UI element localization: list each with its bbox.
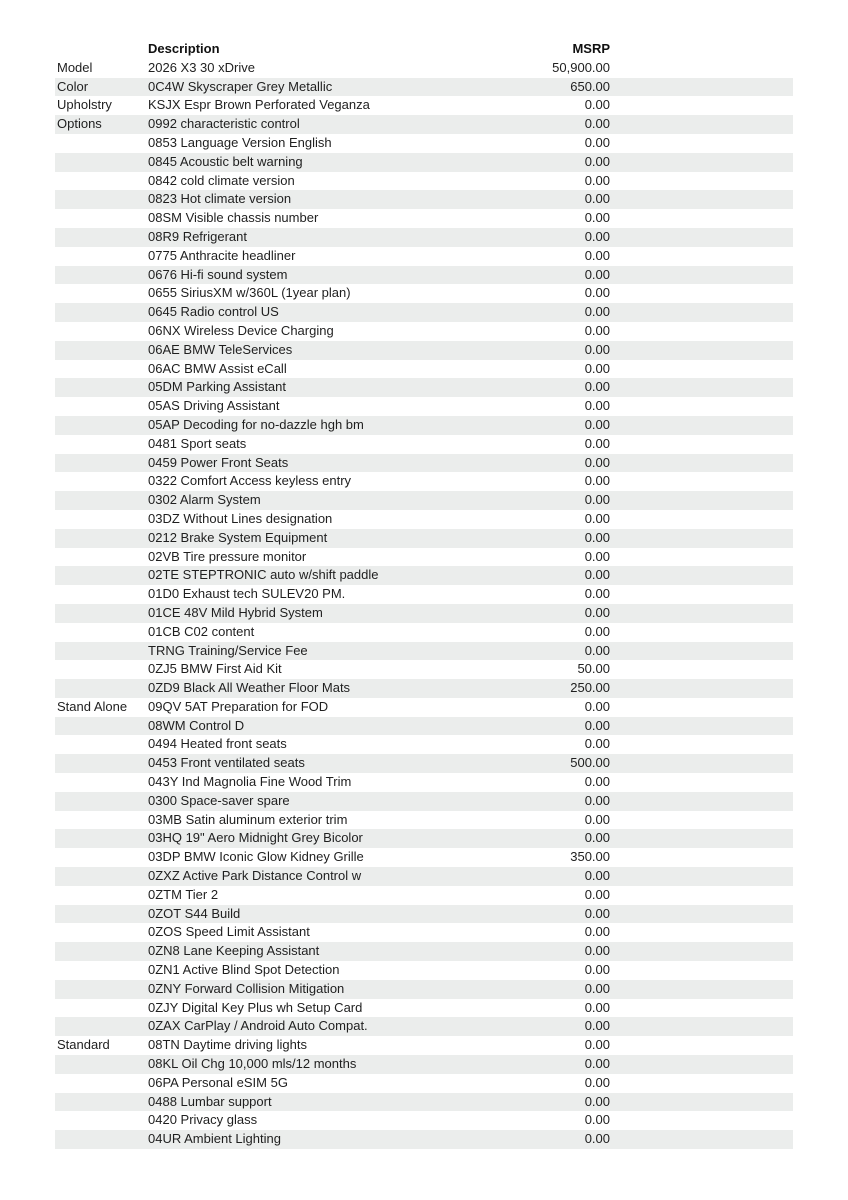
msrp-cell: 500.00	[570, 755, 610, 771]
description-cell: 0645 Radio control US	[148, 304, 279, 320]
category-cell: Options	[57, 116, 102, 132]
description-cell: 01D0 Exhaust tech SULEV20 PM.	[148, 586, 346, 602]
table-row	[55, 529, 793, 548]
description-cell: 02TE STEPTRONIC auto w/shift paddle	[148, 567, 379, 583]
msrp-cell: 0.00	[584, 999, 610, 1015]
description-column-header: Description	[148, 41, 220, 56]
description-cell: 08WM Control D	[148, 717, 245, 733]
table-row	[55, 209, 793, 228]
msrp-cell: 0.00	[584, 492, 610, 508]
table-row	[55, 999, 793, 1018]
msrp-cell: 0.00	[584, 698, 610, 714]
table-row	[55, 942, 793, 961]
msrp-cell: 0.00	[584, 1131, 610, 1147]
description-cell: 03DZ Without Lines designation	[148, 510, 333, 526]
description-cell: 0322 Comfort Access keyless entry	[148, 473, 352, 489]
description-cell: 0C4W Skyscraper Grey Metallic	[148, 78, 333, 94]
table-row	[55, 660, 793, 679]
msrp-cell: 250.00	[570, 680, 610, 696]
description-cell: 0ZN8 Lane Keeping Assistant	[148, 943, 320, 959]
table-row	[55, 773, 793, 792]
description-cell: 0ZXZ Active Park Distance Control w	[148, 868, 362, 884]
table-row	[55, 923, 793, 942]
description-cell: 09QV 5AT Preparation for FOD	[148, 698, 329, 714]
msrp-cell: 0.00	[584, 980, 610, 996]
msrp-cell: 0.00	[584, 529, 610, 545]
table-row	[55, 905, 793, 924]
description-cell: 08SM Visible chassis number	[148, 210, 319, 226]
msrp-cell: 0.00	[584, 886, 610, 902]
table-body	[55, 59, 793, 1149]
msrp-cell: 0.00	[584, 642, 610, 658]
description-cell: 0212 Brake System Equipment	[148, 529, 328, 545]
description-cell: 0ZJY Digital Key Plus wh Setup Card	[148, 999, 363, 1015]
msrp-cell: 0.00	[584, 454, 610, 470]
table-row	[55, 566, 793, 585]
table-row	[55, 322, 793, 341]
table-row	[55, 867, 793, 886]
msrp-cell: 0.00	[584, 97, 610, 113]
msrp-cell: 0.00	[584, 379, 610, 395]
msrp-cell: 650.00	[570, 78, 610, 94]
msrp-cell: 0.00	[584, 172, 610, 188]
description-cell: 0488 Lumbar support	[148, 1093, 272, 1109]
msrp-cell: 50,900.00	[552, 59, 610, 75]
msrp-cell: 0.00	[584, 304, 610, 320]
description-cell: TRNG Training/Service Fee	[148, 642, 308, 658]
table-row	[55, 811, 793, 830]
category-cell: Upholstry	[57, 97, 112, 113]
table-row	[55, 735, 793, 754]
table-row	[55, 1017, 793, 1036]
table-row	[55, 78, 793, 97]
table-row	[55, 1036, 793, 1055]
table-row	[55, 698, 793, 717]
table-row	[55, 829, 793, 848]
description-cell: 0ZNY Forward Collision Mitigation	[148, 980, 345, 996]
table-row	[55, 59, 793, 78]
table-row	[55, 435, 793, 454]
msrp-cell: 0.00	[584, 905, 610, 921]
description-cell: 2026 X3 30 xDrive	[148, 59, 255, 75]
description-cell: 0ZAX CarPlay / Android Auto Compat.	[148, 1018, 368, 1034]
table-row	[55, 623, 793, 642]
msrp-cell: 0.00	[584, 1074, 610, 1090]
table-row	[55, 886, 793, 905]
msrp-cell: 0.00	[584, 191, 610, 207]
description-cell: 01CE 48V Mild Hybrid System	[148, 604, 323, 620]
description-cell: 0481 Sport seats	[148, 435, 247, 451]
vehicle-options-table	[55, 40, 793, 1149]
table-row	[55, 1074, 793, 1093]
description-cell: 0775 Anthracite headliner	[148, 247, 296, 263]
description-cell: 06PA Personal eSIM 5G	[148, 1074, 288, 1090]
description-cell: 0655 SiriusXM w/360L (1year plan)	[148, 285, 351, 301]
description-cell: 04UR Ambient Lighting	[148, 1131, 281, 1147]
table-row	[55, 115, 793, 134]
table-row	[55, 980, 793, 999]
msrp-cell: 0.00	[584, 435, 610, 451]
msrp-cell: 0.00	[584, 322, 610, 338]
msrp-cell: 0.00	[584, 962, 610, 978]
msrp-cell: 0.00	[584, 736, 610, 752]
msrp-cell: 350.00	[570, 849, 610, 865]
msrp-cell: 0.00	[584, 1018, 610, 1034]
description-cell: 05AP Decoding for no-dazzle hgh bm	[148, 416, 364, 432]
category-cell: Stand Alone	[57, 698, 128, 714]
description-cell: 06AC BMW Assist eCall	[148, 360, 287, 376]
msrp-cell: 0.00	[584, 360, 610, 376]
table-row	[55, 190, 793, 209]
msrp-cell: 0.00	[584, 774, 610, 790]
msrp-cell: 0.00	[584, 623, 610, 639]
msrp-cell: 0.00	[584, 398, 610, 414]
msrp-cell: 0.00	[584, 943, 610, 959]
msrp-cell: 50.00	[577, 661, 610, 677]
description-cell: 0ZJ5 BMW First Aid Kit	[148, 661, 282, 677]
description-cell: 0ZTM Tier 2	[148, 886, 219, 902]
table-row	[55, 717, 793, 736]
msrp-cell: 0.00	[584, 567, 610, 583]
description-cell: 0ZN1 Active Blind Spot Detection	[148, 962, 340, 978]
description-cell: 03HQ 19" Aero Midnight Grey Bicolor	[148, 830, 363, 846]
msrp-cell: 0.00	[584, 586, 610, 602]
msrp-cell: 0.00	[584, 247, 610, 263]
description-cell: 05DM Parking Assistant	[148, 379, 287, 395]
msrp-cell: 0.00	[584, 210, 610, 226]
description-cell: 0459 Power Front Seats	[148, 454, 289, 470]
description-cell: 0845 Acoustic belt warning	[148, 153, 303, 169]
description-cell: 06AE BMW TeleServices	[148, 341, 293, 357]
msrp-cell: 0.00	[584, 341, 610, 357]
table-row	[55, 303, 793, 322]
table-row	[55, 228, 793, 247]
table-row	[55, 247, 793, 266]
msrp-cell: 0.00	[584, 510, 610, 526]
table-row	[55, 548, 793, 567]
category-cell: Model	[57, 59, 93, 75]
description-cell: 05AS Driving Assistant	[148, 398, 280, 414]
description-cell: 0823 Hot climate version	[148, 191, 292, 207]
table-row	[55, 1055, 793, 1074]
description-cell: 0ZOS Speed Limit Assistant	[148, 924, 310, 940]
table-row	[55, 961, 793, 980]
table-row	[55, 585, 793, 604]
msrp-cell: 0.00	[584, 1093, 610, 1109]
msrp-cell: 0.00	[584, 811, 610, 827]
table-row	[55, 1111, 793, 1130]
description-cell: KSJX Espr Brown Perforated Veganza	[148, 97, 370, 113]
msrp-cell: 0.00	[584, 266, 610, 282]
table-row	[55, 472, 793, 491]
description-cell: 03DP BMW Iconic Glow Kidney Grille	[148, 849, 364, 865]
table-row	[55, 754, 793, 773]
msrp-cell: 0.00	[584, 1112, 610, 1128]
msrp-cell: 0.00	[584, 116, 610, 132]
msrp-cell: 0.00	[584, 830, 610, 846]
table-row	[55, 1093, 793, 1112]
table-row	[55, 360, 793, 379]
msrp-cell: 0.00	[584, 1037, 610, 1053]
table-row	[55, 153, 793, 172]
description-cell: 0992 characteristic control	[148, 116, 300, 132]
table-row	[55, 491, 793, 510]
description-cell: 0ZD9 Black All Weather Floor Mats	[148, 680, 351, 696]
category-cell: Standard	[57, 1037, 110, 1053]
msrp-cell: 0.00	[584, 868, 610, 884]
msrp-cell: 0.00	[584, 717, 610, 733]
table-row	[55, 341, 793, 360]
table-row	[55, 172, 793, 191]
description-cell: 02VB Tire pressure monitor	[148, 548, 307, 564]
table-row	[55, 848, 793, 867]
table-row	[55, 96, 793, 115]
description-cell: 0302 Alarm System	[148, 492, 261, 508]
description-cell: 0ZOT S44 Build	[148, 905, 241, 921]
description-cell: 0842 cold climate version	[148, 172, 295, 188]
msrp-cell: 0.00	[584, 792, 610, 808]
table-row	[55, 510, 793, 529]
msrp-column-header: MSRP	[572, 41, 610, 56]
description-cell: 01CB C02 content	[148, 623, 255, 639]
category-cell: Color	[57, 78, 89, 94]
description-cell: 0676 Hi-fi sound system	[148, 266, 288, 282]
table-header-row	[55, 40, 793, 59]
description-cell: 0420 Privacy glass	[148, 1112, 258, 1128]
table-row	[55, 416, 793, 435]
msrp-cell: 0.00	[584, 134, 610, 150]
msrp-cell: 0.00	[584, 924, 610, 940]
msrp-cell: 0.00	[584, 153, 610, 169]
description-cell: 0300 Space-saver spare	[148, 792, 290, 808]
table-row	[55, 397, 793, 416]
description-cell: 08R9 Refrigerant	[148, 228, 247, 244]
msrp-cell: 0.00	[584, 416, 610, 432]
table-row	[55, 1130, 793, 1149]
description-cell: 03MB Satin aluminum exterior trim	[148, 811, 348, 827]
table-row	[55, 266, 793, 285]
table-row	[55, 284, 793, 303]
table-row	[55, 642, 793, 661]
msrp-cell: 0.00	[584, 473, 610, 489]
table-row	[55, 378, 793, 397]
msrp-cell: 0.00	[584, 548, 610, 564]
description-cell: 043Y Ind Magnolia Fine Wood Trim	[148, 774, 352, 790]
description-cell: 08KL Oil Chg 10,000 mls/12 months	[148, 1056, 357, 1072]
msrp-cell: 0.00	[584, 604, 610, 620]
description-cell: 0494 Heated front seats	[148, 736, 287, 752]
table-row	[55, 792, 793, 811]
table-row	[55, 454, 793, 473]
msrp-cell: 0.00	[584, 285, 610, 301]
description-cell: 0453 Front ventilated seats	[148, 755, 305, 771]
description-cell: 08TN Daytime driving lights	[148, 1037, 307, 1053]
description-cell: 0853 Language Version English	[148, 134, 332, 150]
msrp-cell: 0.00	[584, 1056, 610, 1072]
table-row	[55, 134, 793, 153]
description-cell: 06NX Wireless Device Charging	[148, 322, 334, 338]
msrp-cell: 0.00	[584, 228, 610, 244]
table-row	[55, 679, 793, 698]
table-row	[55, 604, 793, 623]
